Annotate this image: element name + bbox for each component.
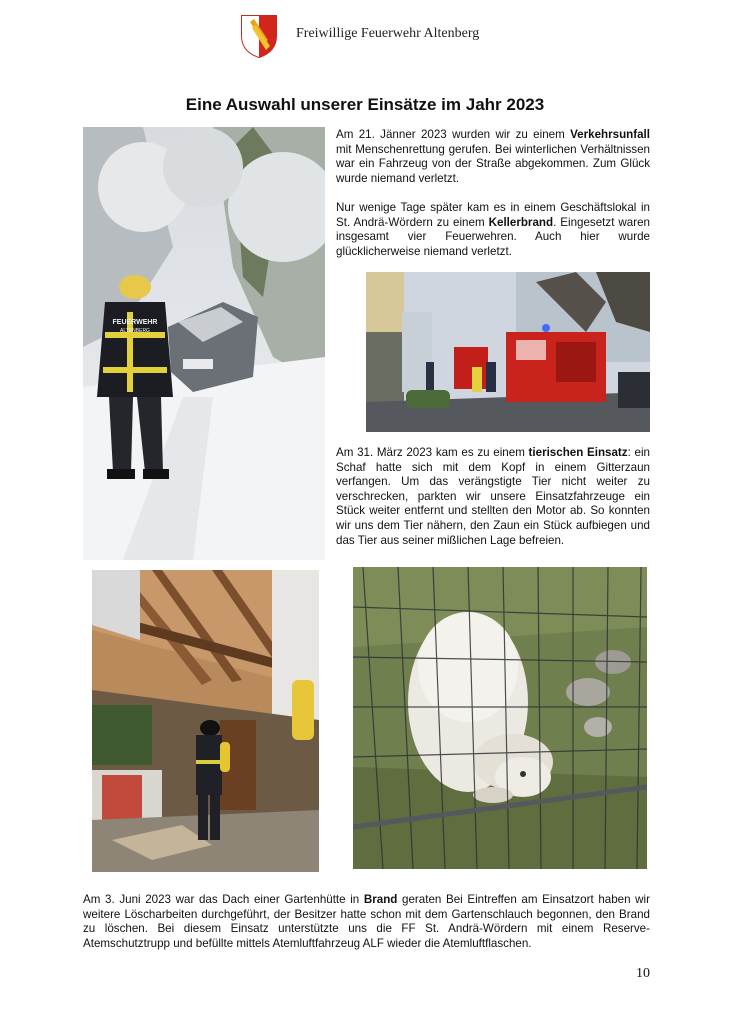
jacket-text-2: ALTENBERG bbox=[120, 328, 150, 334]
photo-winter-accident bbox=[83, 127, 325, 560]
p1-text-start: Am 21. Jänner 2023 wurden wir zu einem bbox=[336, 128, 571, 141]
p3-text-end: : ein Schaf hatte sich mit dem Kopf in einem Gitterzaun verfangen. Um das verängstigte Tier nicht weiter zu verschrecken, parkten wir unsere Einsatzfahrzeuge ein Stück weiter entfernt und stellten den Motor ab. So konnten wir uns dem Tier nähern, den Zaun ein Stück aufbiegen und das Tier aus seiner mißlichen Lage befreien. bbox=[336, 446, 650, 547]
paragraph-shed-fire bbox=[83, 893, 650, 951]
p3-text-start: Am 31. März 2023 kam es zu einem bbox=[336, 446, 529, 459]
crest-logo bbox=[240, 14, 278, 58]
p2-text-end: . Eingesetzt waren insgesamt vier Feuerwehren. Auch hier wurde glücklicherweise niemand verletzt. bbox=[336, 215, 650, 258]
p4-text-end: geraten Bei Eintreffen am Einsatzort haben wir weitere Löscharbeiten durchgeführt, der Besitzer hatte schon mit dem Gartenschlauch begonnen, den Brand zu löschen. Bei diesem Einsatz unterstützte uns die FF St. Andrä-Wördern mit einem Reserve-Atemschutztrupp und befüllte mittels Atemluftfahrzeug ALF wieder die Atemluftflaschen. bbox=[83, 893, 650, 950]
paragraph-cellar-fire bbox=[336, 201, 650, 259]
p3-bold-keyword: tierischen Einsatz bbox=[528, 446, 628, 459]
p4-bold-keyword: Brand bbox=[363, 893, 398, 906]
page-number: 10 bbox=[636, 966, 650, 981]
photo-shed-fire bbox=[92, 570, 319, 872]
photo-sheep-fence bbox=[353, 567, 647, 869]
p1-bold-keyword: Verkehrsunfall bbox=[570, 128, 650, 141]
p1-text-end: mit Menschenrettung gerufen. Bei winterlichen Verhältnissen war ein Fahrzeug von der Straße abgekommen. Zum Glück wurde niemand verletzt. bbox=[336, 142, 650, 185]
p4-text-start: Am 3. Juni 2023 war das Dach einer Gartenhütte in bbox=[83, 893, 364, 906]
jacket-text-1: FEUERWEHR bbox=[112, 319, 158, 326]
photo-fire-trucks bbox=[366, 272, 650, 432]
p2-bold-keyword: Kellerbrand bbox=[488, 215, 554, 229]
page-title: Eine Auswahl unserer Einsätze im Jahr 2023 bbox=[185, 95, 545, 114]
paragraph-sheep-rescue bbox=[336, 446, 650, 548]
header-org-name: Freiwillige Feuerwehr Altenberg bbox=[296, 26, 480, 41]
p2-text-start: Nur wenige Tage später kam es in einem Geschäftslokal in St. Andrä-Wördern zu einem bbox=[336, 201, 650, 229]
paragraph-traffic-accident bbox=[336, 128, 650, 186]
